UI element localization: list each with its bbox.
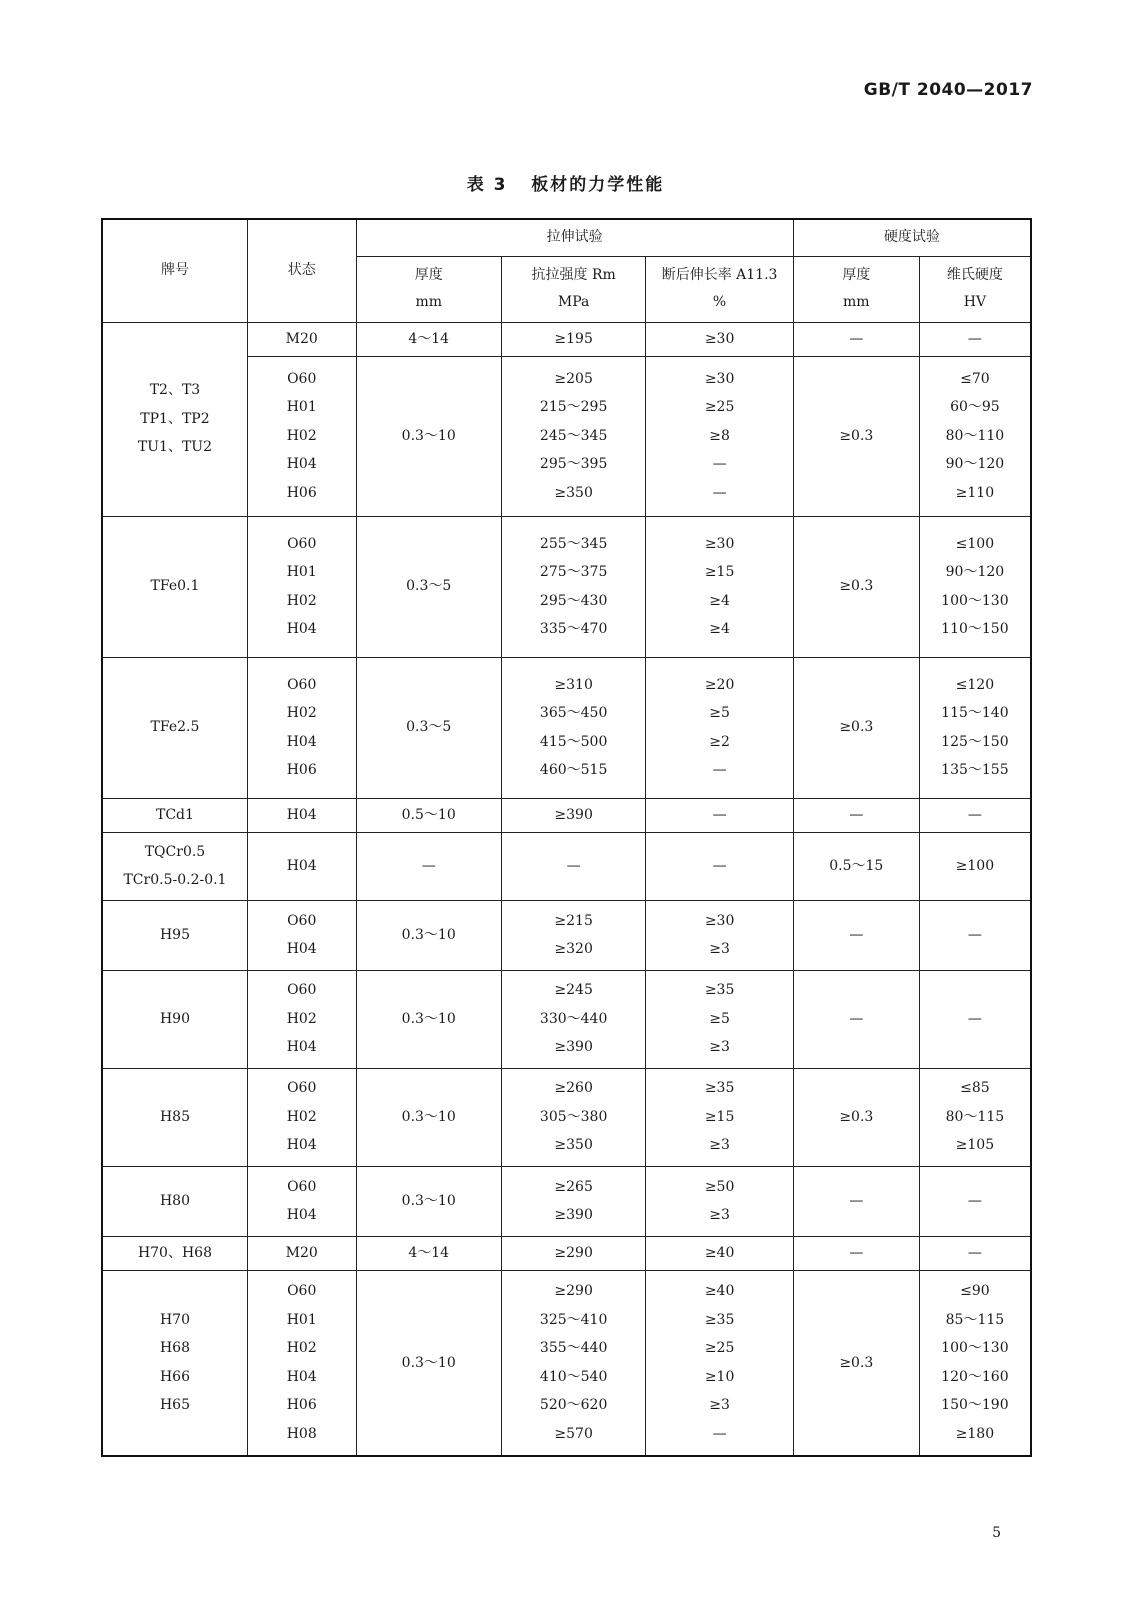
header-tensile-test: 拉伸试验 bbox=[356, 219, 793, 256]
elongation-cell: ≥35 ≥15 ≥3 bbox=[646, 1068, 793, 1166]
vickers-hardness-cell: — bbox=[919, 1236, 1031, 1270]
elongation-cell: ≥50 ≥3 bbox=[646, 1166, 793, 1236]
header-label: 抗拉强度 Rm bbox=[531, 267, 616, 283]
table-row bbox=[102, 1068, 1031, 1166]
grade-cell: TFe0.1 bbox=[102, 516, 247, 657]
grade-cell: H70 H68 H66 H65 bbox=[102, 1270, 247, 1456]
elongation-cell: — bbox=[646, 832, 793, 900]
temper-cell: O60 H02 H04 bbox=[247, 970, 356, 1068]
elongation-cell: ≥40 bbox=[646, 1236, 793, 1270]
thickness-cell: 0.3～10 bbox=[356, 1270, 501, 1456]
grade-cell: H85 bbox=[102, 1068, 247, 1166]
table-row bbox=[102, 832, 1031, 900]
tensile-strength-cell: ≥310 365～450 415～500 460～515 bbox=[501, 657, 645, 798]
header-hardness-test: 硬度试验 bbox=[793, 219, 1031, 256]
header-unit: MPa bbox=[557, 294, 590, 310]
vickers-hardness-cell: ≤90 85～115 100～130 120～160 150～190 ≥180 bbox=[919, 1270, 1031, 1456]
grade-cell: H90 bbox=[102, 970, 247, 1068]
temper-cell: O60 H01 H02 H04 bbox=[247, 516, 356, 657]
elongation-cell: — bbox=[646, 798, 793, 832]
vickers-hardness-cell: — bbox=[919, 970, 1031, 1068]
vickers-hardness-cell: ≥100 bbox=[919, 832, 1031, 900]
tensile-strength-cell: ≥205 215～295 245～345 295～395 ≥350 bbox=[501, 356, 645, 516]
table-row bbox=[102, 1270, 1031, 1456]
tensile-strength-cell: ≥390 bbox=[501, 798, 645, 832]
header-label: 断后伸长率 A11.3 bbox=[661, 267, 778, 283]
elongation-cell: ≥40 ≥35 ≥25 ≥10 ≥3 — bbox=[646, 1270, 793, 1456]
header-temper: 状态 bbox=[247, 219, 356, 322]
grade-cell: TQCr0.5 TCr0.5-0.2-0.1 bbox=[102, 832, 247, 900]
standard-code: GB/T 2040—2017 bbox=[863, 80, 1033, 100]
tensile-strength-cell: ≥245 330～440 ≥390 bbox=[501, 970, 645, 1068]
header-hardness-thickness bbox=[793, 256, 919, 322]
tensile-strength-cell: 255～345 275～375 295～430 335～470 bbox=[501, 516, 645, 657]
temper-cell: O60 H02 H04 H06 bbox=[247, 657, 356, 798]
hardness-thickness-cell: ≥0.3 bbox=[793, 1270, 919, 1456]
hardness-thickness-cell: ≥0.3 bbox=[793, 356, 919, 516]
hardness-thickness-cell: ≥0.3 bbox=[793, 516, 919, 657]
table-row bbox=[102, 322, 1031, 356]
header-label: 厚度 bbox=[414, 267, 443, 283]
hardness-thickness-cell: ≥0.3 bbox=[793, 657, 919, 798]
grade-cell: H70、H68 bbox=[102, 1236, 247, 1270]
table-row bbox=[102, 1166, 1031, 1236]
thickness-cell: 0.3～10 bbox=[356, 1166, 501, 1236]
table-row bbox=[102, 970, 1031, 1068]
table-row bbox=[102, 516, 1031, 657]
temper-cell: O60 H02 H04 bbox=[247, 1068, 356, 1166]
vickers-hardness-cell: — bbox=[919, 1166, 1031, 1236]
thickness-cell: 4～14 bbox=[356, 1236, 501, 1270]
temper-cell: O60 H04 bbox=[247, 1166, 356, 1236]
tensile-strength-cell: ≥260 305～380 ≥350 bbox=[501, 1068, 645, 1166]
hardness-thickness-cell: — bbox=[793, 1166, 919, 1236]
elongation-cell: ≥20 ≥5 ≥2 — bbox=[646, 657, 793, 798]
header-tensile-thickness bbox=[356, 256, 501, 322]
header-unit: mm bbox=[843, 294, 870, 310]
header-grade: 牌号 bbox=[102, 219, 247, 322]
tensile-strength-cell: — bbox=[501, 832, 645, 900]
temper-cell: M20 bbox=[247, 1236, 356, 1270]
table-row bbox=[102, 900, 1031, 970]
table-row bbox=[102, 1236, 1031, 1270]
thickness-cell: 0.3～10 bbox=[356, 1068, 501, 1166]
table-title: 表 3 板材的力学性能 bbox=[466, 175, 665, 195]
thickness-cell: 0.3～10 bbox=[356, 356, 501, 516]
elongation-cell: ≥30 ≥3 bbox=[646, 900, 793, 970]
vickers-hardness-cell: — bbox=[919, 900, 1031, 970]
vickers-hardness-cell: ≤100 90～120 100～130 110～150 bbox=[919, 516, 1031, 657]
header-unit: mm bbox=[415, 294, 442, 310]
tensile-strength-cell: ≥265 ≥390 bbox=[501, 1166, 645, 1236]
thickness-cell: 0.3～10 bbox=[356, 970, 501, 1068]
tensile-strength-cell: ≥290 325～410 355～440 410～540 520～620 ≥570 bbox=[501, 1270, 645, 1456]
temper-cell: M20 bbox=[247, 322, 356, 356]
vickers-hardness-cell: ≤70 60～95 80～110 90～120 ≥110 bbox=[919, 356, 1031, 516]
temper-cell: H04 bbox=[247, 798, 356, 832]
temper-cell: H04 bbox=[247, 832, 356, 900]
vickers-hardness-cell: ≤120 115～140 125～150 135～155 bbox=[919, 657, 1031, 798]
thickness-cell: — bbox=[356, 832, 501, 900]
mechanical-properties-table bbox=[101, 218, 1032, 1457]
header-elongation bbox=[646, 256, 793, 322]
hardness-thickness-cell: — bbox=[793, 322, 919, 356]
elongation-cell: ≥35 ≥5 ≥3 bbox=[646, 970, 793, 1068]
hardness-thickness-cell: — bbox=[793, 970, 919, 1068]
grade-cell: TFe2.5 bbox=[102, 657, 247, 798]
vickers-hardness-cell: — bbox=[919, 798, 1031, 832]
header-vickers-hardness bbox=[919, 256, 1031, 322]
hardness-thickness-cell: ≥0.3 bbox=[793, 1068, 919, 1166]
hardness-thickness-cell: — bbox=[793, 1236, 919, 1270]
table-body bbox=[102, 322, 1031, 1456]
grade-cell: T2、T3 TP1、TP2 TU1、TU2 bbox=[102, 322, 247, 516]
hardness-thickness-cell: 0.5～15 bbox=[793, 832, 919, 900]
vickers-hardness-cell: ≤85 80～115 ≥105 bbox=[919, 1068, 1031, 1166]
tensile-strength-cell: ≥290 bbox=[501, 1236, 645, 1270]
thickness-cell: 0.3～5 bbox=[356, 657, 501, 798]
table-row bbox=[102, 657, 1031, 798]
grade-cell: H80 bbox=[102, 1166, 247, 1236]
thickness-cell: 0.3～5 bbox=[356, 516, 501, 657]
table-row bbox=[102, 798, 1031, 832]
grade-cell: H95 bbox=[102, 900, 247, 970]
temper-cell: O60 H01 H02 H04 H06 H08 bbox=[247, 1270, 356, 1456]
elongation-cell: ≥30 ≥25 ≥8 — — bbox=[646, 356, 793, 516]
temper-cell: O60 H01 H02 H04 H06 bbox=[247, 356, 356, 516]
thickness-cell: 0.5～10 bbox=[356, 798, 501, 832]
header-label: 厚度 bbox=[842, 267, 871, 283]
temper-cell: O60 H04 bbox=[247, 900, 356, 970]
header-tensile-strength bbox=[501, 256, 645, 322]
tensile-strength-cell: ≥215 ≥320 bbox=[501, 900, 645, 970]
elongation-cell: ≥30 ≥15 ≥4 ≥4 bbox=[646, 516, 793, 657]
hardness-thickness-cell: — bbox=[793, 798, 919, 832]
header-label: 维氏硬度 bbox=[946, 267, 1003, 283]
page-number: 5 bbox=[992, 1525, 1001, 1541]
grade-cell: TCd1 bbox=[102, 798, 247, 832]
vickers-hardness-cell: — bbox=[919, 322, 1031, 356]
elongation-cell: ≥30 bbox=[646, 322, 793, 356]
thickness-cell: 4～14 bbox=[356, 322, 501, 356]
hardness-thickness-cell: — bbox=[793, 900, 919, 970]
tensile-strength-cell: ≥195 bbox=[501, 322, 645, 356]
header-unit: % bbox=[712, 294, 727, 310]
header-unit: HV bbox=[963, 294, 987, 310]
thickness-cell: 0.3～10 bbox=[356, 900, 501, 970]
